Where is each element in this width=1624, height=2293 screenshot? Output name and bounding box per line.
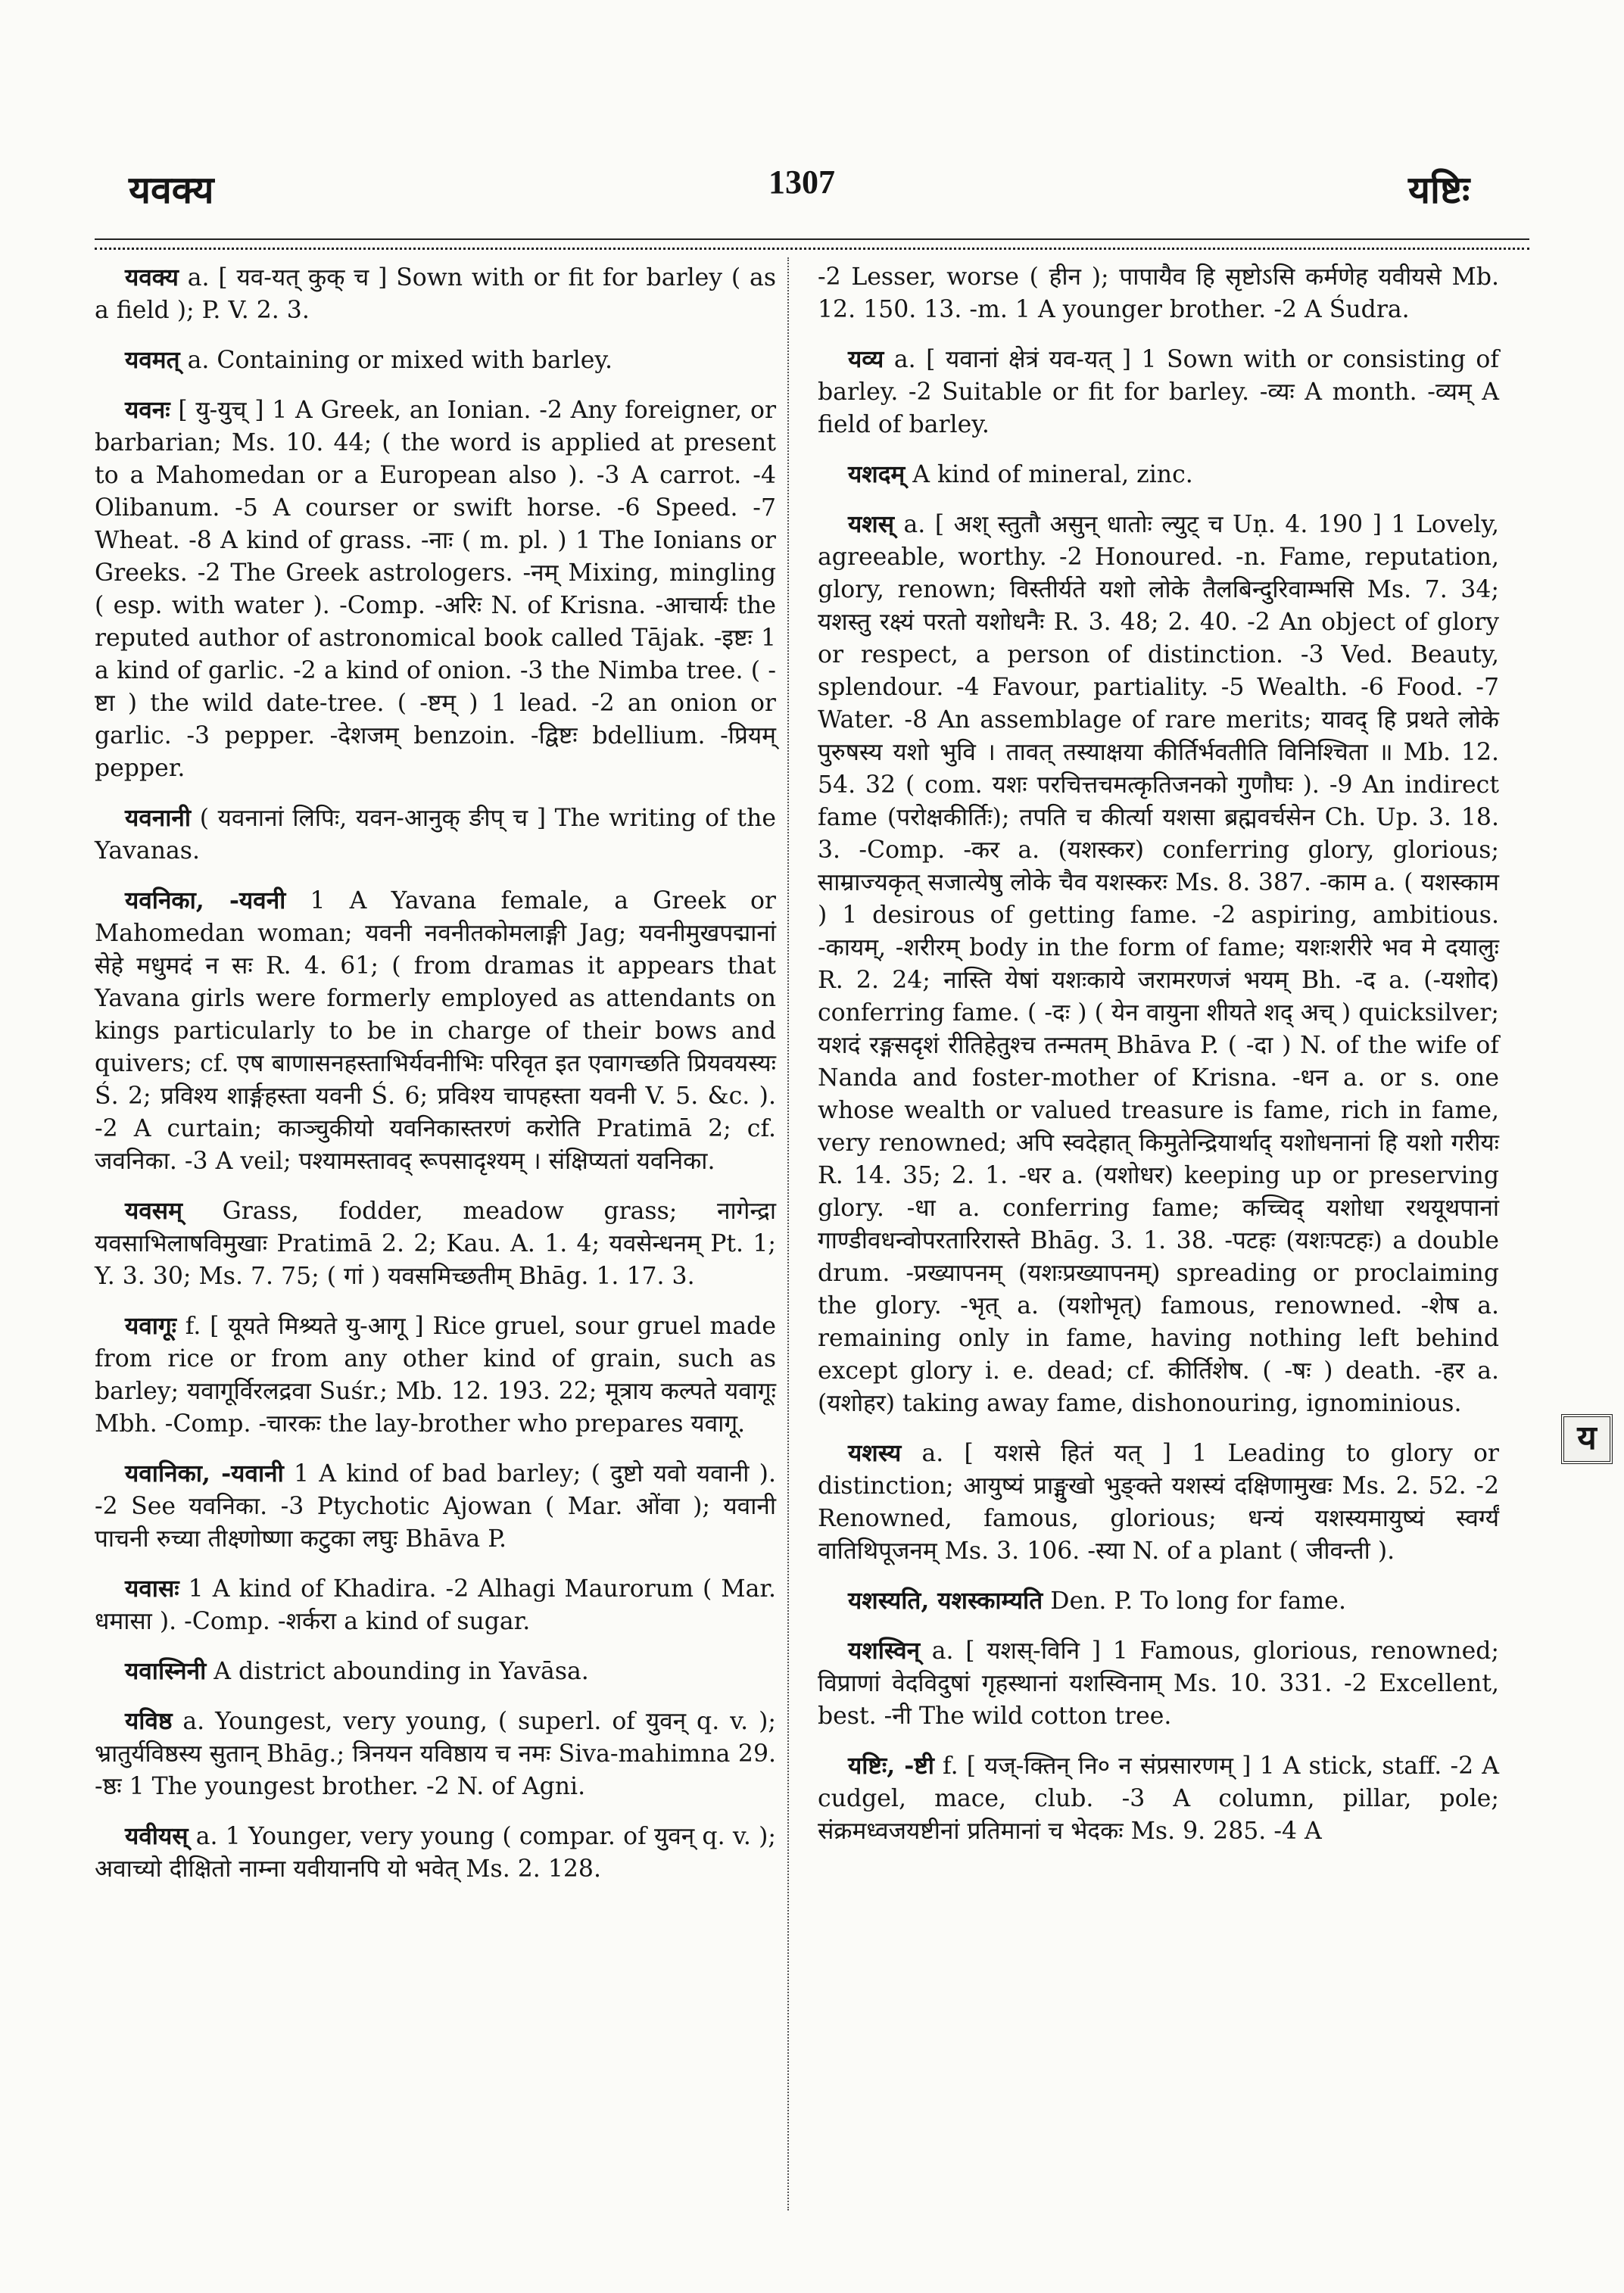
headword: यशस्य — [848, 1439, 902, 1467]
headword: यवागूः — [125, 1312, 177, 1340]
dictionary-entry — [95, 394, 776, 785]
dictionary-entry — [95, 1310, 776, 1441]
dictionary-entry — [818, 1634, 1499, 1733]
headword: यवनः — [125, 396, 170, 424]
entry-text: A district abounding in Yavāsa. — [206, 1658, 589, 1685]
entry-text: a. 1 Younger, very young ( compar. of युवन् q. v. ); अवाच्यो दीक्षितो नाम्ना यवीयानपि यो भवेत् Ms. 2. 128. — [95, 1823, 776, 1883]
dictionary-entry — [818, 1749, 1499, 1848]
entry-text: Grass, fodder, meadow grass; नागेन्द्रा यवसाभिलाषविमुखाः Pratimā 2. 2; Kau. A. 1. 4; यवसेन्धनम् Pt. 1; Y. 3. 30; Ms. 7. 75; ( गां ) यवसमिच्छतीम् Bhāg. 1. 17. 3. — [95, 1198, 776, 1290]
entry-text: a. [ यशसे हितं यत् ] 1 Leading to glory or distinction; आयुष्यं प्राङ्मुखो भुङ्क्ते यशस्यं दक्षिणामुखः Ms. 2. 52. -2 Renowned, famous, glorious; धन्यं यशस्यमायुष्यं स्वर्ग्यं वातिथिपूजनम् Ms. 3. 106. -स्या N. of a plant ( जीवन्ती ). — [818, 1440, 1499, 1565]
dictionary-entry — [818, 508, 1499, 1420]
headword: यविष्ठ — [125, 1707, 173, 1735]
dictionary-entry — [818, 1584, 1499, 1618]
entry-text: a. [ अश् स्तुतौ असुन् धातोः ल्युट् च Uṇ. 4. 190 ] 1 Lovely, agreeable, worthy. -2 Honoured. -n. Fame, reputation, glory, renown; विस्तीर्यते यशो लोके तैलबिन्दुरिवाम्भसि Ms. 7. 34; यशस्तु रक्ष्यं परतो यशोधनैः R. 3. 48; 2. 40. -2 An object of glory or respect, a person of distinction. -3 Ved. Beauty, splendour. -4 Favour, partiality. -5 Wealth. -6 Food. -7 Water. -8 An assemblage of rare merits; यावद् हि प्रथते लोके पुरुषस्य यशो भुवि । तावत् तस्याक्षया कीर्तिर्भवतीति विनिश्चिता ॥ Mb. 12. 54. 32 ( com. यशः परचित्तचमत्कृतिजनको गुणौघः ). -9 An indirect fame (परोक्षकीर्तिः); तपति च कीर्त्या यशसा ब्रह्मवर्चसेन Ch. Up. 3. 18. 3. -Comp. -कर a. (यशस्कर) conferring glory, glorious; साम्राज्यकृत् सजात्येषु लोके चैव यशस्करः Ms. 8. 387. -काम a. ( यशस्काम ) 1 desirous of getting fame. -2 aspiring, ambitious. -कायम्, -शरीरम् body in the form of fame; यशःशरीरे भव मे दयालुः R. 2. 24; नास्ति येषां यशःकाये जरामरणजं भयम् Bh. -द a. (-यशोद) conferring fame. ( -दः ) ( येन वायुना शीयते शद् अच् ) quicksilver; यशदं रङ्गसदृशं रीतिहेतुश्च तन्मतम् Bhāva P. ( -दा ) N. of the wife of Nanda and foster-mother of Krisna. -धन a. or s. one whose wealth or valued treasure is fame, rich in fame, very renowned; अपि स्वदेहात् किमुतेन्द्रियार्थाद् यशोधनानां हि यशो गरीयः R. 14. 35; 2. 1. -धर a. (यशोधर) keeping up or preserving glory. -धा a. conferring fame; कच्चिद् यशोधा रथयूथपानां गाण्डीवधन्वोपरतारिरास्ते Bhāg. 3. 1. 38. -पटहः (यशःपटहः) a double drum. -प्रख्यापनम् (यशःप्रख्यापनम्) spreading or proclaiming the glory. -भृत् a. (यशोभृत्) famous, renowned. -शेष a. remaining only in fame, having nothing left behind except glory i. e. dead; cf. कीर्तिशेष. ( -षः ) death. -हर a. (यशोहर) taking away fame, dishonouring, ignominious. — [818, 511, 1499, 1417]
headword: यवनानी — [125, 804, 192, 832]
dictionary-entry — [95, 802, 776, 868]
dictionary-entry — [95, 1820, 776, 1886]
entry-text: 1 A Yavana female, a Greek or Mahomedan woman; यवनी नवनीतकोमलाङ्गी Jag; यवनीमुखपद्मानां सेहे मधुमदं न सः R. 4. 61; ( from dramas it appears that Yavana girls were formerly employed as attendants on kings particularly to be in charge of their bows and quivers; cf. एष बाणासनहस्ताभिर्यवनीभिः परिवृत इत एवागच्छति प्रियवयस्यः Ś. 2; प्रविश्य शार्ङ्गहस्ता यवनी Ś. 6; प्रविश्य चापहस्ता यवनी V. 5. &c. ). -2 A curtain; काञ्चुकीयो यवनिकास्तरणं करोति Pratimā 2; cf. जवनिका. -3 A veil; पश्यामस्तावद् रूपसादृश्यम् । संक्षिप्यतां यवनिका. — [95, 887, 776, 1175]
entry-text: f. [ यूयते मिश्र्यते यु-आगू ] Rice gruel, sour gruel made from rice or from any other kind of grain, such as barley; यवागूर्विरलद्रवा Suśr.; Mb. 12. 193. 22; मूत्राय कल्पते यवागूः Mbh. -Comp. -चारकः the lay-brother who prepares यवागू. — [95, 1313, 776, 1438]
dictionary-entry — [95, 344, 776, 377]
dictionary-entry — [818, 343, 1499, 441]
headword: यवमत् — [125, 346, 180, 374]
right-column — [818, 261, 1499, 1865]
entry-text: 1 A kind of bad barley; ( दुष्टो यवो यवानी ). -2 See यवनिका. -3 Ptychotic Ajowan ( Mar. ओंवा ); यवानी पाचनी रुच्या तीक्ष्णोष्णा कटुका लघुः Bhāva P. — [95, 1460, 776, 1553]
entry-text: Den. P. To long for fame. — [1043, 1587, 1346, 1615]
running-head-left: यवक्य — [129, 167, 214, 212]
dictionary-entry — [95, 1572, 776, 1638]
headword: यशदम् — [848, 460, 906, 488]
dictionary-entry — [818, 261, 1499, 326]
headword: यवासः — [125, 1575, 179, 1603]
headword: यष्टिः, -ष्टी — [848, 1752, 934, 1780]
entry-text: 1 A kind of Khadira. -2 Alhagi Maurorum ( Mar. धमासा ). -Comp. -शर्करा a kind of sugar. — [95, 1575, 776, 1635]
dictionary-entry — [95, 1195, 776, 1293]
header-rule — [95, 238, 1529, 240]
entry-text: ( यवनानां लिपिः, यवन-आनुक् ङीप् च ] The writing of the Yavanas. — [95, 805, 776, 865]
headword: यवास्निनी — [125, 1657, 207, 1685]
running-head-right: यष्टिः — [1408, 167, 1470, 212]
headword: यव्य — [848, 345, 884, 373]
headword: यशस्यति, यशस्काम्यति — [848, 1587, 1043, 1615]
entry-text: [ यु-युच् ] 1 A Greek, an Ionian. -2 Any foreigner, or barbarian; Ms. 10. 44; ( the word is applied at present to a Mahomedan or a European also ). -3 A carrot. -4 Olibanum. -5 A courser or swift horse. -6 Speed. -7 Wheat. -8 A kind of grass. -नाः ( m. pl. ) 1 The Ionians or Greeks. -2 The Greek astrologers. -नम् Mixing, mingling ( esp. with water ). -Comp. -अरिः N. of Krisna. -आचार्यः the reputed author of astronomical book called Tājak. -इष्टः 1 a kind of garlic. -2 a kind of onion. -3 the Nimba tree. ( -ष्टा ) the wild date-tree. ( -ष्टम् ) 1 lead. -2 an onion or garlic. -3 pepper. -देशजम् benzoin. -द्विष्टः bdellium. -प्रियम् pepper. — [95, 397, 776, 782]
headword: यवनिका, -यवनी — [125, 886, 286, 914]
entry-text: a. [ यव-यत् कुक् च ] Sown with or fit for barley ( as a field ); P. V. 2. 3. — [95, 264, 776, 324]
headword: यवीयस् — [125, 1822, 189, 1850]
headword: यवक्य — [125, 263, 179, 291]
dictionary-entry — [95, 884, 776, 1178]
column-separator — [787, 257, 789, 2210]
dictionary-entry — [95, 261, 776, 327]
thumb-index-tab[interactable]: य — [1561, 1414, 1613, 1464]
headword: यशस्विन् — [848, 1637, 921, 1665]
dictionary-entry — [95, 1705, 776, 1803]
entry-text: A kind of mineral, zinc. — [905, 461, 1193, 488]
headword: यशस् — [848, 510, 894, 538]
entry-text: a. Containing or mixed with barley. — [179, 347, 613, 374]
entry-text: -2 Lesser, worse ( हीन ); पापायैव हि सृष्टोऽसि कर्मणेह यवीयसे Mb. 12. 150. 13. -m. 1 A younger brother. -2 A Śudra. — [818, 263, 1499, 323]
left-column — [95, 261, 776, 1902]
entry-text: a. [ यशस्-विनि ] 1 Famous, glorious, renowned; विप्राणां वेदविदुषां गृहस्थानां यशस्विनाम् Ms. 10. 331. -2 Excellent, best. -नी The wild cotton tree. — [818, 1637, 1499, 1730]
page-number: 1307 — [768, 164, 835, 201]
headword: यवानिका, -यवानी — [125, 1460, 284, 1488]
entry-text: a. [ यवानां क्षेत्रं यव-यत् ] 1 Sown with or consisting of barley. -2 Suitable or fit for barley. -व्यः A month. -व्यम् A field of barley. — [818, 346, 1499, 438]
headword: यवसम् — [125, 1197, 182, 1225]
dictionary-entry — [818, 1437, 1499, 1568]
header-dotted-rule — [95, 248, 1529, 250]
dictionary-entry — [818, 458, 1499, 491]
dictionary-entry — [95, 1655, 776, 1688]
dictionary-entry — [95, 1457, 776, 1556]
entry-text: a. Youngest, very young, ( superl. of युवन् q. v. ); भ्रातुर्यविष्ठस्य सुतान् Bhāg.; त्रिनयन यविष्ठाय च नमः Siva-mahimna 29. -ष्ठः 1 The youngest brother. -2 N. of Agni. — [95, 1708, 776, 1800]
entry-text: f. [ यज्-क्तिन् नि० न संप्रसारणम् ] 1 A stick, staff. -2 A cudgel, mace, club. -3 A column, pillar, pole; संक्रमध्वजयष्टीनां प्रतिमानां च भेदकः Ms. 9. 285. -4 A — [818, 1752, 1500, 1845]
